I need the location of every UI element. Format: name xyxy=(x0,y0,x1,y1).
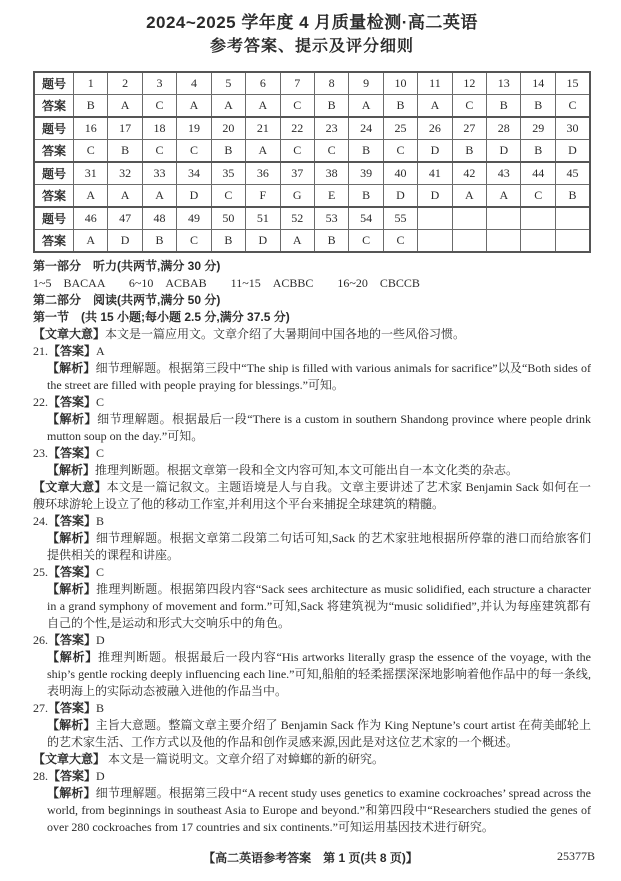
bold-label: 【答案】 xyxy=(48,632,97,647)
paragraph-text: 本文是一篇记叙文。主题语境是人与自我。文章主要讲述了艺术家 Benjamin Sack 如何在一艘环球游轮上设立了他的移动工作室,并利用这个平台来捕捉全球建筑的精髓。 xyxy=(33,479,591,511)
table-cell: F xyxy=(246,184,280,207)
question-number: 22. xyxy=(33,394,48,409)
table-cell: 3 xyxy=(142,72,176,95)
table-cell: 22 xyxy=(280,117,314,140)
table-cell: 31 xyxy=(74,162,108,185)
table-cell: D xyxy=(418,139,452,162)
table-cell: 41 xyxy=(418,162,452,185)
answer-letter-row xyxy=(34,229,590,252)
bold-label: 【文章大意】 xyxy=(33,326,106,341)
paragraph-text: 第一节 (共 15 小题;每小题 2.5 分,满分 37.5 分) xyxy=(33,309,290,324)
table-cell: A xyxy=(74,184,108,207)
table-cell: B xyxy=(211,229,245,252)
table-cell: 51 xyxy=(246,207,280,230)
paragraph-text: B xyxy=(96,700,105,715)
table-cell: 37 xyxy=(280,162,314,185)
paragraph-summary xyxy=(33,751,591,768)
answer-table-body xyxy=(34,72,590,252)
table-cell: 33 xyxy=(142,162,176,185)
table-cell: D xyxy=(108,229,142,252)
paragraph-answer xyxy=(33,394,591,411)
paragraph-text: 细节理解题。根据第三段中“The ship is filled with various animals for sacrifice”以及“Both sides of the street are filled with people praying for blessings.”可知。 xyxy=(47,360,591,392)
table-cell: 17 xyxy=(108,117,142,140)
bold-label: 【解析】 xyxy=(47,530,97,545)
row-label: 答案 xyxy=(34,139,74,162)
table-cell: A xyxy=(108,184,142,207)
table-cell: 24 xyxy=(349,117,383,140)
table-cell: D xyxy=(555,139,590,162)
row-label: 答案 xyxy=(34,94,74,117)
table-cell: C xyxy=(74,139,108,162)
table-cell: A xyxy=(246,139,280,162)
table-cell: 6 xyxy=(246,72,280,95)
paragraph-text: C xyxy=(96,394,105,409)
paragraph-analysis xyxy=(33,462,591,479)
table-cell xyxy=(452,229,486,252)
question-number-row xyxy=(34,117,590,140)
paragraph-answer xyxy=(33,343,591,360)
bold-label: 【答案】 xyxy=(48,445,97,460)
bold-label: 【答案】 xyxy=(48,700,97,715)
question-number-row xyxy=(34,207,590,230)
table-cell: 44 xyxy=(521,162,555,185)
paragraph-plain xyxy=(33,275,591,292)
table-cell: B xyxy=(142,229,176,252)
paragraph-answer xyxy=(33,700,591,717)
paragraph-text: 第二部分 阅读(共两节,满分 50 分) xyxy=(33,292,221,307)
footer-page-label: 【高二英语参考答案 第 1 页(共 8 页)】 xyxy=(203,851,418,865)
paragraph-text: 本文是一篇说明文。文章介绍了对蟑螂的新的研究。 xyxy=(105,751,385,766)
row-label: 题号 xyxy=(34,207,74,230)
paragraph-text: 细节理解题。根据文章第二段第二句话可知,Sack 的艺术家驻地根据所停靠的港口而给旅客们提供相关的课程和讲座。 xyxy=(47,530,591,562)
table-cell: D xyxy=(383,184,417,207)
question-number: 24. xyxy=(33,513,48,528)
title-line-2: 参考答案、提示及评分细则 xyxy=(209,38,414,56)
bold-label: 【答案】 xyxy=(48,564,97,579)
table-cell: 42 xyxy=(452,162,486,185)
table-cell: 28 xyxy=(487,117,521,140)
paragraph-text: D xyxy=(96,632,105,647)
table-cell xyxy=(418,229,452,252)
paragraph-analysis xyxy=(33,649,591,700)
table-cell: 11 xyxy=(418,72,452,95)
table-cell: 13 xyxy=(487,72,521,95)
table-cell: B xyxy=(452,139,486,162)
paragraph-answer xyxy=(33,632,591,649)
table-cell: C xyxy=(383,139,417,162)
table-cell: 19 xyxy=(177,117,211,140)
table-cell: B xyxy=(314,229,348,252)
table-cell: 50 xyxy=(211,207,245,230)
bold-label: 【解析】 xyxy=(47,785,96,800)
table-cell: B xyxy=(314,94,348,117)
paragraph-text: 细节理解题。根据第三段中“A recent study uses genetics to examine cockroaches’ spread across the world, from beginnings in southeast Asia to Europe and beyond.”和第四段中“Researchers studied the genes of over 280 cockroaches from 17 countries and six continents.”可知运用基因技术进行研究。 xyxy=(47,785,591,834)
paragraph-text: C xyxy=(96,445,105,460)
table-cell: A xyxy=(108,94,142,117)
table-cell: 15 xyxy=(555,72,590,95)
paragraph-heading xyxy=(33,309,591,326)
bold-label: 【解析】 xyxy=(47,581,97,596)
row-label: 答案 xyxy=(34,229,74,252)
table-cell: B xyxy=(74,94,108,117)
bold-label: 【答案】 xyxy=(48,343,97,358)
answer-explanations xyxy=(33,258,591,836)
paragraph-text: A xyxy=(96,343,105,358)
table-cell: B xyxy=(521,94,555,117)
table-cell: 8 xyxy=(314,72,348,95)
paragraph-analysis xyxy=(33,530,591,564)
paragraph-heading xyxy=(33,292,591,309)
table-cell: 52 xyxy=(280,207,314,230)
question-number: 25. xyxy=(33,564,48,579)
table-cell: 45 xyxy=(555,162,590,185)
table-cell: 49 xyxy=(177,207,211,230)
table-cell: G xyxy=(280,184,314,207)
table-cell: 38 xyxy=(314,162,348,185)
document-title xyxy=(33,12,591,58)
table-cell: 4 xyxy=(177,72,211,95)
page-footer xyxy=(0,849,621,866)
bold-label: 【解析】 xyxy=(47,717,96,732)
table-cell: D xyxy=(418,184,452,207)
table-cell: 55 xyxy=(383,207,417,230)
paragraph-text: 细节理解题。根据最后一段“There is a custom in southern Shandong province where people drink mutton soup on the day.”可知。 xyxy=(47,411,591,443)
answer-letter-row xyxy=(34,139,590,162)
paragraph-answer xyxy=(33,513,591,530)
paragraph-answer xyxy=(33,564,591,581)
table-cell: 20 xyxy=(211,117,245,140)
table-cell xyxy=(487,207,521,230)
paragraph-summary xyxy=(33,326,591,343)
bold-label: 【解析】 xyxy=(47,360,96,375)
table-cell: C xyxy=(452,94,486,117)
table-cell: C xyxy=(177,139,211,162)
paragraph-text: 本文是一篇应用文。文章介绍了大暑期间中国各地的一些风俗习惯。 xyxy=(105,326,466,341)
table-cell: A xyxy=(211,94,245,117)
question-number: 27. xyxy=(33,700,48,715)
table-cell: 34 xyxy=(177,162,211,185)
bold-label: 【解析】 xyxy=(47,462,96,477)
question-number: 28. xyxy=(33,768,48,783)
question-number-row xyxy=(34,162,590,185)
table-cell: B xyxy=(349,184,383,207)
question-number: 23. xyxy=(33,445,48,460)
table-cell: 39 xyxy=(349,162,383,185)
paragraph-text: 1~5 BACAA 6~10 ACBAB 11~15 ACBBC 16~20 CBCCB xyxy=(33,275,420,290)
paragraph-text: 推理判断题。根据第四段内容“Sack sees architecture as music solidified, each structure a character in a grand symphony of movement and form.”可知,Sack 将建筑视为“music solidified”,并认为每座建筑都有自己的个性,是运动和形式大交响乐中的角色。 xyxy=(47,581,591,630)
table-cell: D xyxy=(177,184,211,207)
table-cell: E xyxy=(314,184,348,207)
bold-label: 【文章大意】 xyxy=(33,751,106,766)
question-number: 21. xyxy=(33,343,48,358)
table-cell: 27 xyxy=(452,117,486,140)
table-cell: C xyxy=(383,229,417,252)
bold-label: 【文章大意】 xyxy=(33,479,107,494)
table-cell: 18 xyxy=(142,117,176,140)
table-cell: 29 xyxy=(521,117,555,140)
table-cell: A xyxy=(74,229,108,252)
table-cell: D xyxy=(487,139,521,162)
table-cell: C xyxy=(142,94,176,117)
paragraph-text: B xyxy=(96,513,105,528)
table-cell: 25 xyxy=(383,117,417,140)
paragraph-heading xyxy=(33,258,591,275)
bold-label: 【答案】 xyxy=(48,768,97,783)
table-cell xyxy=(521,229,555,252)
paragraph-answer xyxy=(33,445,591,462)
table-cell: D xyxy=(246,229,280,252)
table-cell: A xyxy=(418,94,452,117)
table-cell: B xyxy=(383,94,417,117)
answer-table xyxy=(33,71,591,253)
table-cell: B xyxy=(521,139,555,162)
table-cell: A xyxy=(280,229,314,252)
table-cell: 43 xyxy=(487,162,521,185)
paragraph-analysis xyxy=(33,717,591,751)
table-cell: A xyxy=(349,94,383,117)
bold-label: 【答案】 xyxy=(48,394,97,409)
table-cell: C xyxy=(142,139,176,162)
table-cell: C xyxy=(349,229,383,252)
paragraph-text: D xyxy=(96,768,105,783)
table-cell: 53 xyxy=(314,207,348,230)
table-cell: B xyxy=(108,139,142,162)
table-cell: A xyxy=(142,184,176,207)
answer-letter-row xyxy=(34,94,590,117)
table-cell: A xyxy=(487,184,521,207)
table-cell: 47 xyxy=(108,207,142,230)
question-number-row xyxy=(34,72,590,95)
row-label: 题号 xyxy=(34,162,74,185)
table-cell: 54 xyxy=(349,207,383,230)
row-label: 题号 xyxy=(34,117,74,140)
footer-paper-code: 25377B xyxy=(556,849,595,863)
paragraph-text: 第一部分 听力(共两节,满分 30 分) xyxy=(33,258,221,273)
table-cell: 21 xyxy=(246,117,280,140)
table-cell: B xyxy=(349,139,383,162)
title-line-1: 2024~2025 学年度 4 月质量检测·高二英语 xyxy=(146,13,478,32)
paragraph-analysis xyxy=(33,581,591,632)
paragraph-text: 推理判断题。根据文章第一段和全文内容可知,本文可能出自一本文化类的杂志。 xyxy=(95,462,519,477)
table-cell: B xyxy=(555,184,590,207)
table-cell: 16 xyxy=(74,117,108,140)
table-cell: C xyxy=(280,139,314,162)
table-cell: 7 xyxy=(280,72,314,95)
table-cell: C xyxy=(555,94,590,117)
table-cell: B xyxy=(487,94,521,117)
table-cell: 14 xyxy=(521,72,555,95)
bold-label: 【答案】 xyxy=(48,513,97,528)
table-cell: 12 xyxy=(452,72,486,95)
answer-letter-row xyxy=(34,184,590,207)
bold-label: 【解析】 xyxy=(47,411,98,426)
table-cell: 48 xyxy=(142,207,176,230)
row-label: 题号 xyxy=(34,72,74,95)
paragraph-analysis xyxy=(33,411,591,445)
table-cell xyxy=(452,207,486,230)
table-cell: C xyxy=(280,94,314,117)
paragraph-text: C xyxy=(96,564,105,579)
paragraph-answer xyxy=(33,768,591,785)
bold-label: 【解析】 xyxy=(47,649,99,664)
question-number: 26. xyxy=(33,632,48,647)
table-cell: 9 xyxy=(349,72,383,95)
table-cell: A xyxy=(177,94,211,117)
table-cell: 1 xyxy=(74,72,108,95)
table-cell xyxy=(521,207,555,230)
table-cell: C xyxy=(177,229,211,252)
table-cell: 2 xyxy=(108,72,142,95)
table-cell: 35 xyxy=(211,162,245,185)
table-cell xyxy=(418,207,452,230)
table-cell: A xyxy=(452,184,486,207)
paragraph-text: 推理判断题。根据最后一段内容“His artworks literally grasp the essence of the voyage, with the ship’s gentle rocking deeply influencing each line.”可知,船舶的轻柔摇摆深深地影响着他作品中的每一条线,表明海上的实际动态被融入进他的作品当中。 xyxy=(47,649,591,698)
table-cell: 32 xyxy=(108,162,142,185)
table-cell: 23 xyxy=(314,117,348,140)
table-cell: 10 xyxy=(383,72,417,95)
table-cell: 26 xyxy=(418,117,452,140)
paragraph-analysis xyxy=(33,360,591,394)
table-cell: B xyxy=(211,139,245,162)
table-cell: 40 xyxy=(383,162,417,185)
table-cell xyxy=(555,207,590,230)
paragraph-analysis xyxy=(33,785,591,836)
table-cell: 36 xyxy=(246,162,280,185)
table-cell: 5 xyxy=(211,72,245,95)
table-cell: 30 xyxy=(555,117,590,140)
table-cell: A xyxy=(246,94,280,117)
table-cell xyxy=(487,229,521,252)
table-cell: 46 xyxy=(74,207,108,230)
row-label: 答案 xyxy=(34,184,74,207)
table-cell xyxy=(555,229,590,252)
table-cell: C xyxy=(314,139,348,162)
paragraph-text: 主旨大意题。整篇文章主要介绍了 Benjamin Sack 作为 King Neptune’s court artist 在荷美邮轮上的艺术家生活、工作方式以及他的作品和创作灵感来源,因此是对这位艺术家的一个概述。 xyxy=(47,717,591,749)
table-cell: C xyxy=(211,184,245,207)
table-cell: C xyxy=(521,184,555,207)
paragraph-summary xyxy=(33,479,591,513)
